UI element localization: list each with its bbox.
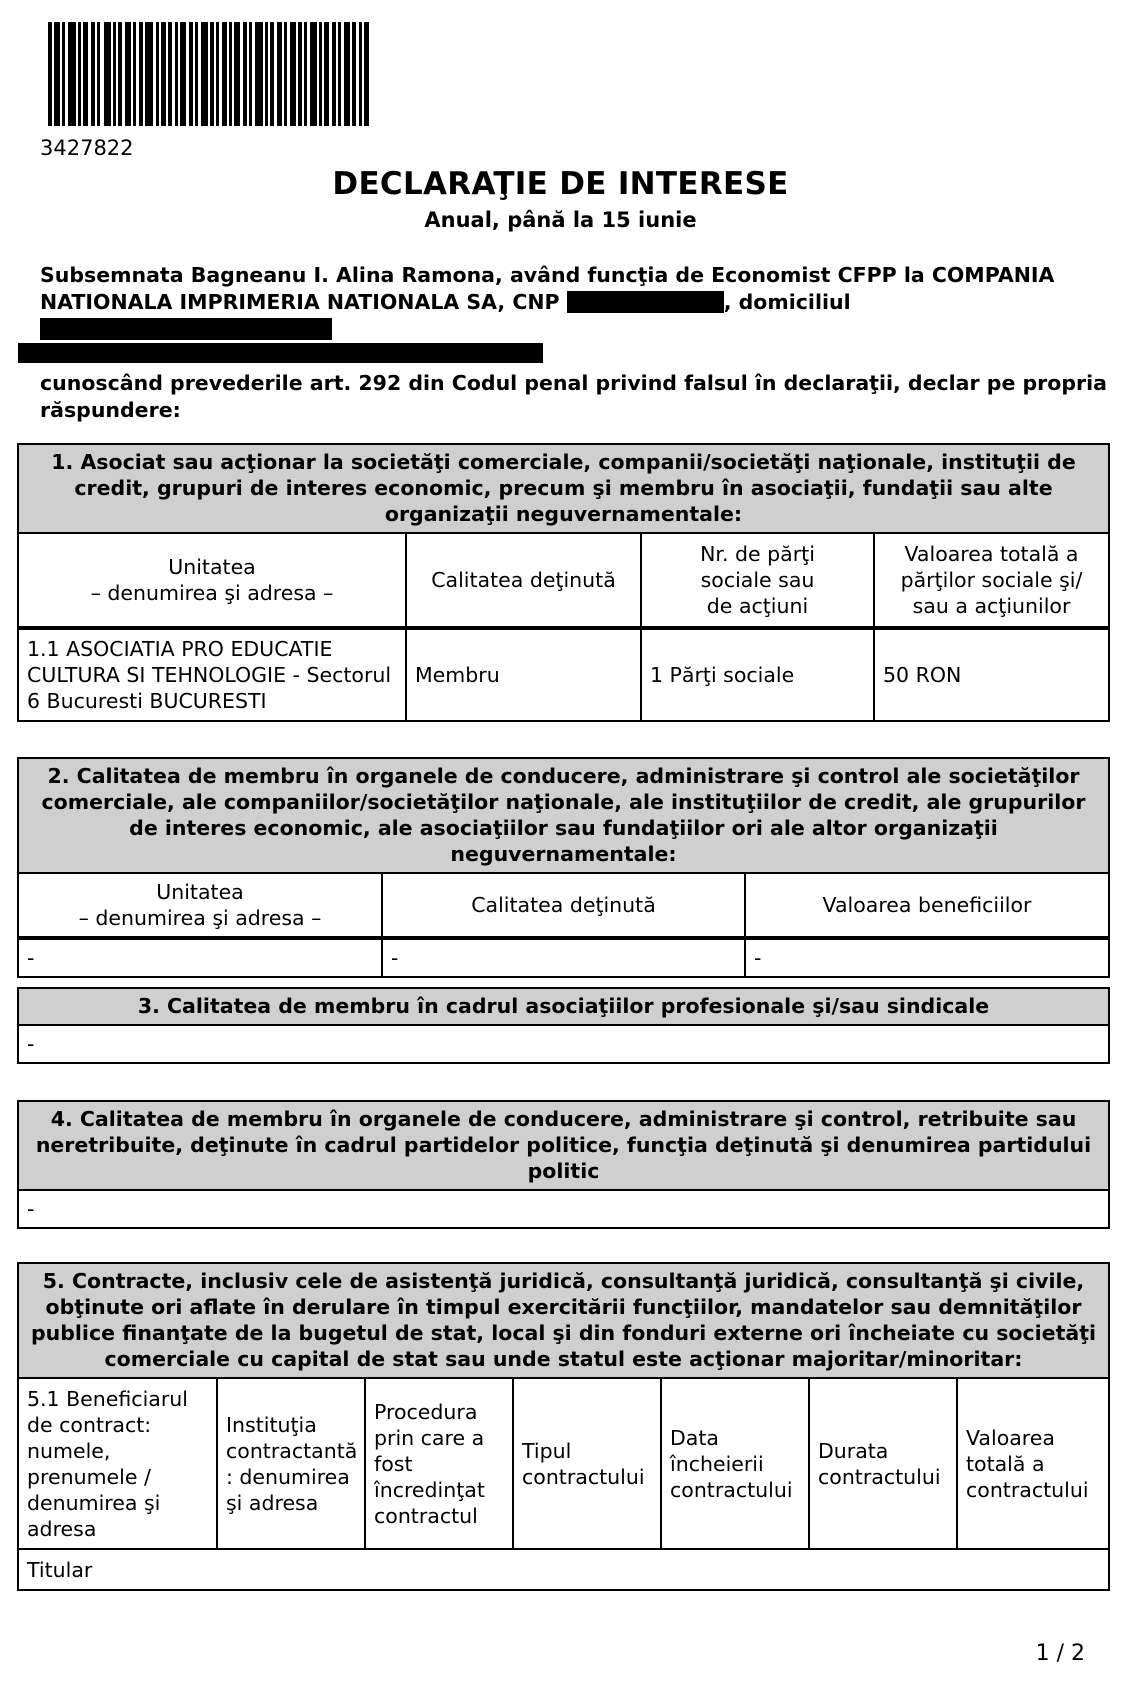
s5-col-value: Valoarea totală a contractului [957,1379,1108,1549]
barcode-bar [304,22,307,126]
barcode-bar [243,22,247,126]
barcode-bar [319,22,322,126]
barcode-bar [48,22,52,126]
section-3 [17,987,1110,1064]
s1-cell-unit: 1.1 ASOCIATIA PRO EDUCATIE CULTURA SI TEHNOLOGIE - Sectorul 6 Bucuresti BUCURESTI [19,628,406,720]
intro-text-2: , domiciliul [723,290,851,314]
s1-col-shares: Nr. de părţi sociale sau de acţiuni [641,534,874,628]
barcode-number: 3427822 [40,136,134,160]
s1-col-quality: Calitatea deţinută [406,534,641,628]
barcode [48,22,615,126]
barcode-bar [284,22,287,126]
section-2-heading: 2. Calitatea de membru în organele de conducere, administrare şi control ale societăţilor comerciale, ale companiilor/societăţilor naţionale, ale instituţiilor de credit, ale grupurilor de interes economic, ale asociaţiilor sau fundaţiilor ori ale altor organizaţii neguvernamentale: [19,759,1108,874]
barcode-bar [68,22,76,126]
section-3-value: - [27,1032,35,1056]
s1-col-value: Valoarea totală a părţilor sociale şi/ sau a acţiunilor [874,534,1108,628]
s2-cell-benefits: - [745,938,1108,976]
barcode-bar [352,22,356,126]
barcode-bar [145,22,153,126]
declaration-intro [18,262,1108,424]
s1-col-unit: Unitatea – denumirea şi adresa – [19,534,406,628]
barcode-bar [156,22,159,126]
section-1 [17,443,1110,722]
barcode-bar [216,22,219,126]
s2-cell-unit: - [19,938,382,976]
document-title: DECLARAŢIE DE INTERESE [332,166,789,202]
s1-cell-shares: 1 Părţi sociale [641,628,874,720]
barcode-bar [255,22,263,126]
table-row [19,1549,1108,1589]
barcode-bar [290,22,296,126]
section-4-heading: 4. Calitatea de membru în organele de conducere, administrare şi control, retribuite sau neretribuite, deţinute în cadrul partidelor politice, funcţia deţinută şi denumirea partidului politic [19,1102,1108,1191]
barcode-bar [62,22,65,126]
barcode-bar [180,22,186,126]
s5-col-procedure: Procedura prin care a fost încredinţat contractul [365,1379,513,1549]
section-4 [17,1100,1110,1229]
redacted-address-line2 [18,343,543,363]
s2-col-unit: Unitatea – denumirea şi adresa – [19,874,382,938]
s1-cell-quality: Membru [406,628,641,720]
barcode-bar [54,22,60,126]
barcode-bar [270,22,274,126]
barcode-bar [161,22,166,126]
barcode-bar [125,22,131,126]
redacted-cnp [567,291,724,313]
barcode-bar [133,22,136,126]
section-5-table [19,1379,1108,1589]
redacted-address [40,318,332,340]
barcode-bar [113,22,116,126]
barcode-bar [175,22,178,126]
section-4-value: - [27,1197,35,1221]
s1-cell-value: 50 RON [874,628,1108,720]
barcode-bar [104,22,111,126]
barcode-bar [222,22,227,126]
barcode-bar [298,22,302,126]
barcode-bar [168,22,172,126]
barcode-bar [310,22,317,126]
page-number: 1 / 2 [1035,1641,1085,1666]
barcode-bar [195,22,198,126]
barcode-bar [332,22,336,126]
barcode-bar [364,22,369,126]
section-1-table [19,534,1108,720]
s5-row-titular: Titular [19,1549,1108,1589]
intro-text-3: cunoscând prevederile art. 292 din Codul penal privind falsul în declaraţii, declar pe propria răspundere: [40,371,1107,422]
table-row [19,628,1108,720]
s2-col-quality: Calitatea deţinută [382,874,745,938]
section-2-table [19,874,1108,976]
barcode-bar [78,22,81,126]
s2-cell-quality: - [382,938,745,976]
intro-text-1: Subsemnata Bagneanu I. Alina Ramona, având funcţia de Economist CFPP la COMPANIA NATIONALA IMPRIMERIA NATIONALA SA, CNP [40,263,1055,314]
barcode-bar [234,22,240,126]
section-2 [17,757,1110,978]
section-1-heading: 1. Asociat sau acţionar la societăţi comerciale, companii/societăţi naţionale, instituţii de credit, grupuri de interes economic, precum şi membru în asociaţii, fundaţii sau alte organizaţii neguvernamentale: [19,445,1108,534]
s5-col-duration: Durata contractului [809,1379,957,1549]
section-3-heading: 3. Calitatea de membru în cadrul asociaţiilor profesionale şi/sau sindicale [19,989,1108,1026]
barcode-bar [210,22,214,126]
barcode-bar [344,22,350,126]
barcode-bar [97,22,100,126]
s2-col-benefits: Valoarea beneficiilor [745,874,1108,938]
barcode-bar [277,22,282,126]
barcode-bar [265,22,268,126]
barcode-bar [139,22,143,126]
section-5-heading: 5. Contracte, inclusiv cele de asistenţă juridică, consultanţă juridică, consultanţă şi civile, obţinute ori aflate în derulare în timpul exercitării funcţiilor, mandatelor sau demnităţilor publice finanţate de la bugetul de stat, local şi din fonduri externe ori încheiate cu societăţi comerciale cu capital de stat sau unde statul este acţionar majoritar/minoritar: [19,1264,1108,1379]
s5-col-beneficiary: 5.1 Beneficiarul de contract: numele, prenumele / denumirea şi adresa [19,1379,217,1549]
document-subtitle: Anual, până la 15 iunie [424,208,697,232]
s5-col-institution: Instituţia contractantă : denumirea şi adresa [217,1379,365,1549]
barcode-bar [83,22,88,126]
s5-col-date: Data încheierii contractului [661,1379,809,1549]
table-row [19,938,1108,976]
barcode-bar [229,22,232,126]
barcode-bar [359,22,362,126]
barcode-bar [91,22,95,126]
section-5 [17,1262,1110,1591]
barcode-bar [201,22,208,126]
barcode-bar [324,22,329,126]
s5-col-type: Tipul contractului [513,1379,661,1549]
barcode-bar [118,22,122,126]
barcode-bar [338,22,341,126]
barcode-bar [189,22,193,126]
barcode-bar [249,22,252,126]
